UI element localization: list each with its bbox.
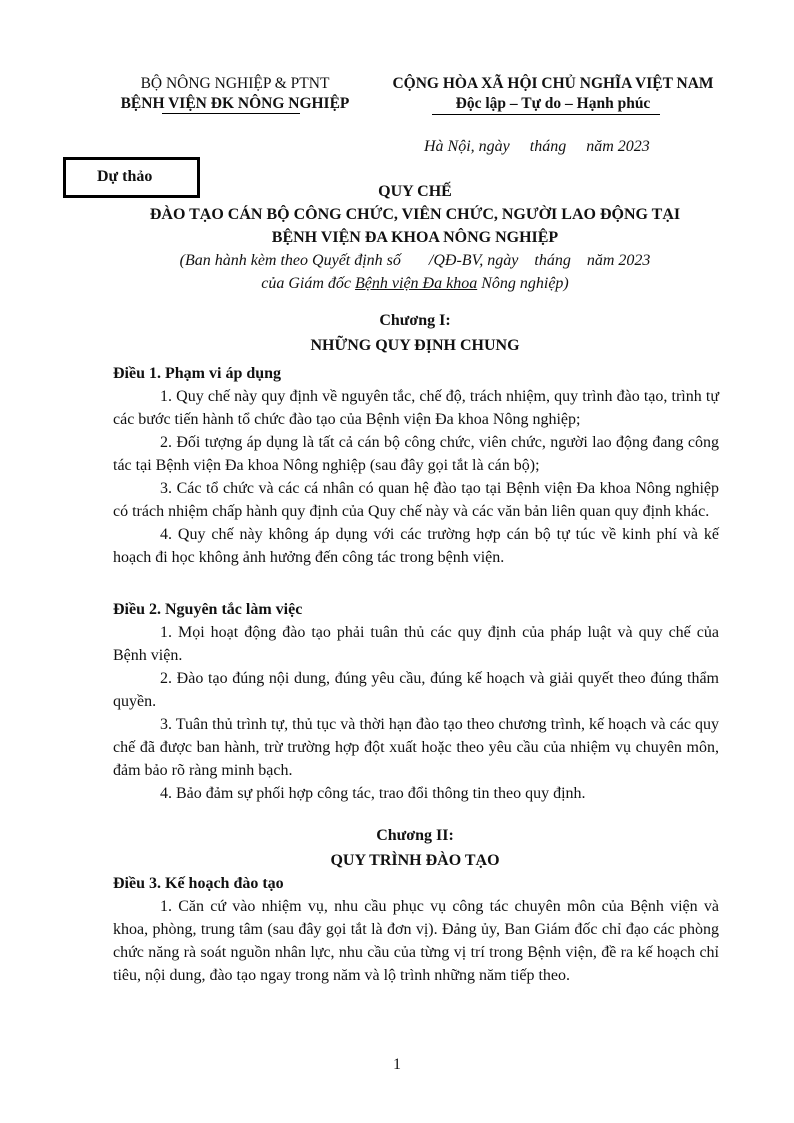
paragraph: 2. Đào tạo đúng nội dung, đúng yêu cầu, đúng kế hoạch và giải quyết theo đúng thẩm quyền. <box>113 670 719 710</box>
agency-underline <box>162 113 300 114</box>
paragraph: 4. Bảo đảm sự phối hợp công tác, trao đổi thông tin theo quy định. <box>160 785 586 802</box>
motto: Độc lập – Tự do – Hạnh phúc <box>455 95 651 112</box>
title-line-1: QUY CHẾ <box>378 183 452 200</box>
chapter-label: Chương II: <box>376 827 454 844</box>
paragraph: 3. Tuân thủ trình tự, thủ tục và thời hạn đào tạo theo chương trình, kế hoạch và các quy chế đã được ban hành, trừ trường hợp đột xuất hoặc theo yêu cầu của nhiệm vụ chuyên môn, đảm bảo rõ ràng minh bạch. <box>113 716 719 779</box>
article-3 <box>113 872 719 987</box>
paragraph: 4. Quy chế này không áp dụng với các trường hợp cán bộ tự túc về kinh phí và kế hoạch đi học không ảnh hưởng đến công tác trong bệnh viện. <box>113 526 719 566</box>
national-motto <box>378 74 728 114</box>
subtitle-line-1: (Ban hành kèm theo Quyết định số /QĐ-BV, ngày tháng năm 2023 <box>179 252 651 269</box>
article-heading: Điều 3. Kế hoạch đào tạo <box>113 875 284 892</box>
hospital-name: BỆNH VIỆN ĐK NÔNG NGHIỆP <box>120 95 350 112</box>
article-heading: Điều 1. Phạm vi áp dụng <box>113 365 282 382</box>
chapter-label: Chương I: <box>379 312 451 329</box>
page-number: 1 <box>393 1056 401 1073</box>
paragraph: 2. Đối tượng áp dụng là tất cả cán bộ công chức, viên chức, người lao động đang công tác tại Bệnh viện Đa khoa Nông nghiệp (sau đây gọi tắt là cán bộ); <box>113 434 719 474</box>
subtitle-line-2 <box>100 272 730 295</box>
article-heading: Điều 2. Nguyên tắc làm việc <box>113 601 303 618</box>
chapter-name: NHỮNG QUY ĐỊNH CHUNG <box>310 337 520 354</box>
title-line-3: BỆNH VIỆN ĐA KHOA NÔNG NGHIỆP <box>271 229 559 246</box>
chapter-name: QUY TRÌNH ĐÀO TẠO <box>330 852 500 869</box>
title-line-2: ĐÀO TẠO CÁN BỘ CÔNG CHỨC, VIÊN CHỨC, NGƯỜI LAO ĐỘNG TẠI <box>149 206 681 223</box>
chapter-heading <box>100 825 730 872</box>
paragraph: 3. Các tổ chức và các cá nhân có quan hệ đào tạo tại Bệnh viện Đa khoa Nông nghiệp có trách nhiệm chấp hành quy định của Quy chế này và các văn bản liên quan quy định khác. <box>113 480 719 520</box>
country-name: CỘNG HÒA XÃ HỘI CHỦ NGHĨA VIỆT NAM <box>392 75 714 92</box>
subtitle-suffix: Nông nghiệp) <box>477 275 569 292</box>
subtitle-underlined: Bệnh viện Đa khoa <box>355 275 478 292</box>
paragraph: 1. Căn cứ vào nhiệm vụ, nhu cầu phục vụ công tác chuyên môn của Bệnh viện và khoa, phòng, trung tâm (sau đây gọi tắt là đơn vị). Đảng ủy, Ban Giám đốc chỉ đạo các phòng chức năng rà soát nguồn nhân lực, nhu cầu của từng vị trí trong Bệnh viện, đề ra kế hoạch chỉ tiêu, nội dung, đào tạo ngay trong năm và lộ trình những năm tiếp theo. <box>113 898 719 984</box>
article-1 <box>113 362 719 569</box>
draft-label: Dự thảo <box>97 168 153 185</box>
paragraph: 1. Quy chế này quy định về nguyên tắc, chế độ, trách nhiệm, quy trình đào tạo, trình tự các bước tiến hành tổ chức đào tạo của Bệnh viện Đa khoa Nông nghiệp; <box>113 388 719 428</box>
ministry-name: BỘ NÔNG NGHIỆP & PTNT <box>140 75 330 92</box>
place-date: Hà Nội, ngày tháng năm 2023 <box>424 138 650 155</box>
paragraph: 1. Mọi hoạt động đào tạo phải tuân thủ các quy định của pháp luật và quy chế của Bệnh viện. <box>113 624 719 664</box>
issuing-agency <box>90 74 380 114</box>
article-2 <box>113 598 719 805</box>
document-title <box>100 180 730 295</box>
motto-underline <box>432 114 660 115</box>
subtitle-prefix: của Giám đốc <box>261 275 356 292</box>
chapter-heading <box>100 310 730 357</box>
